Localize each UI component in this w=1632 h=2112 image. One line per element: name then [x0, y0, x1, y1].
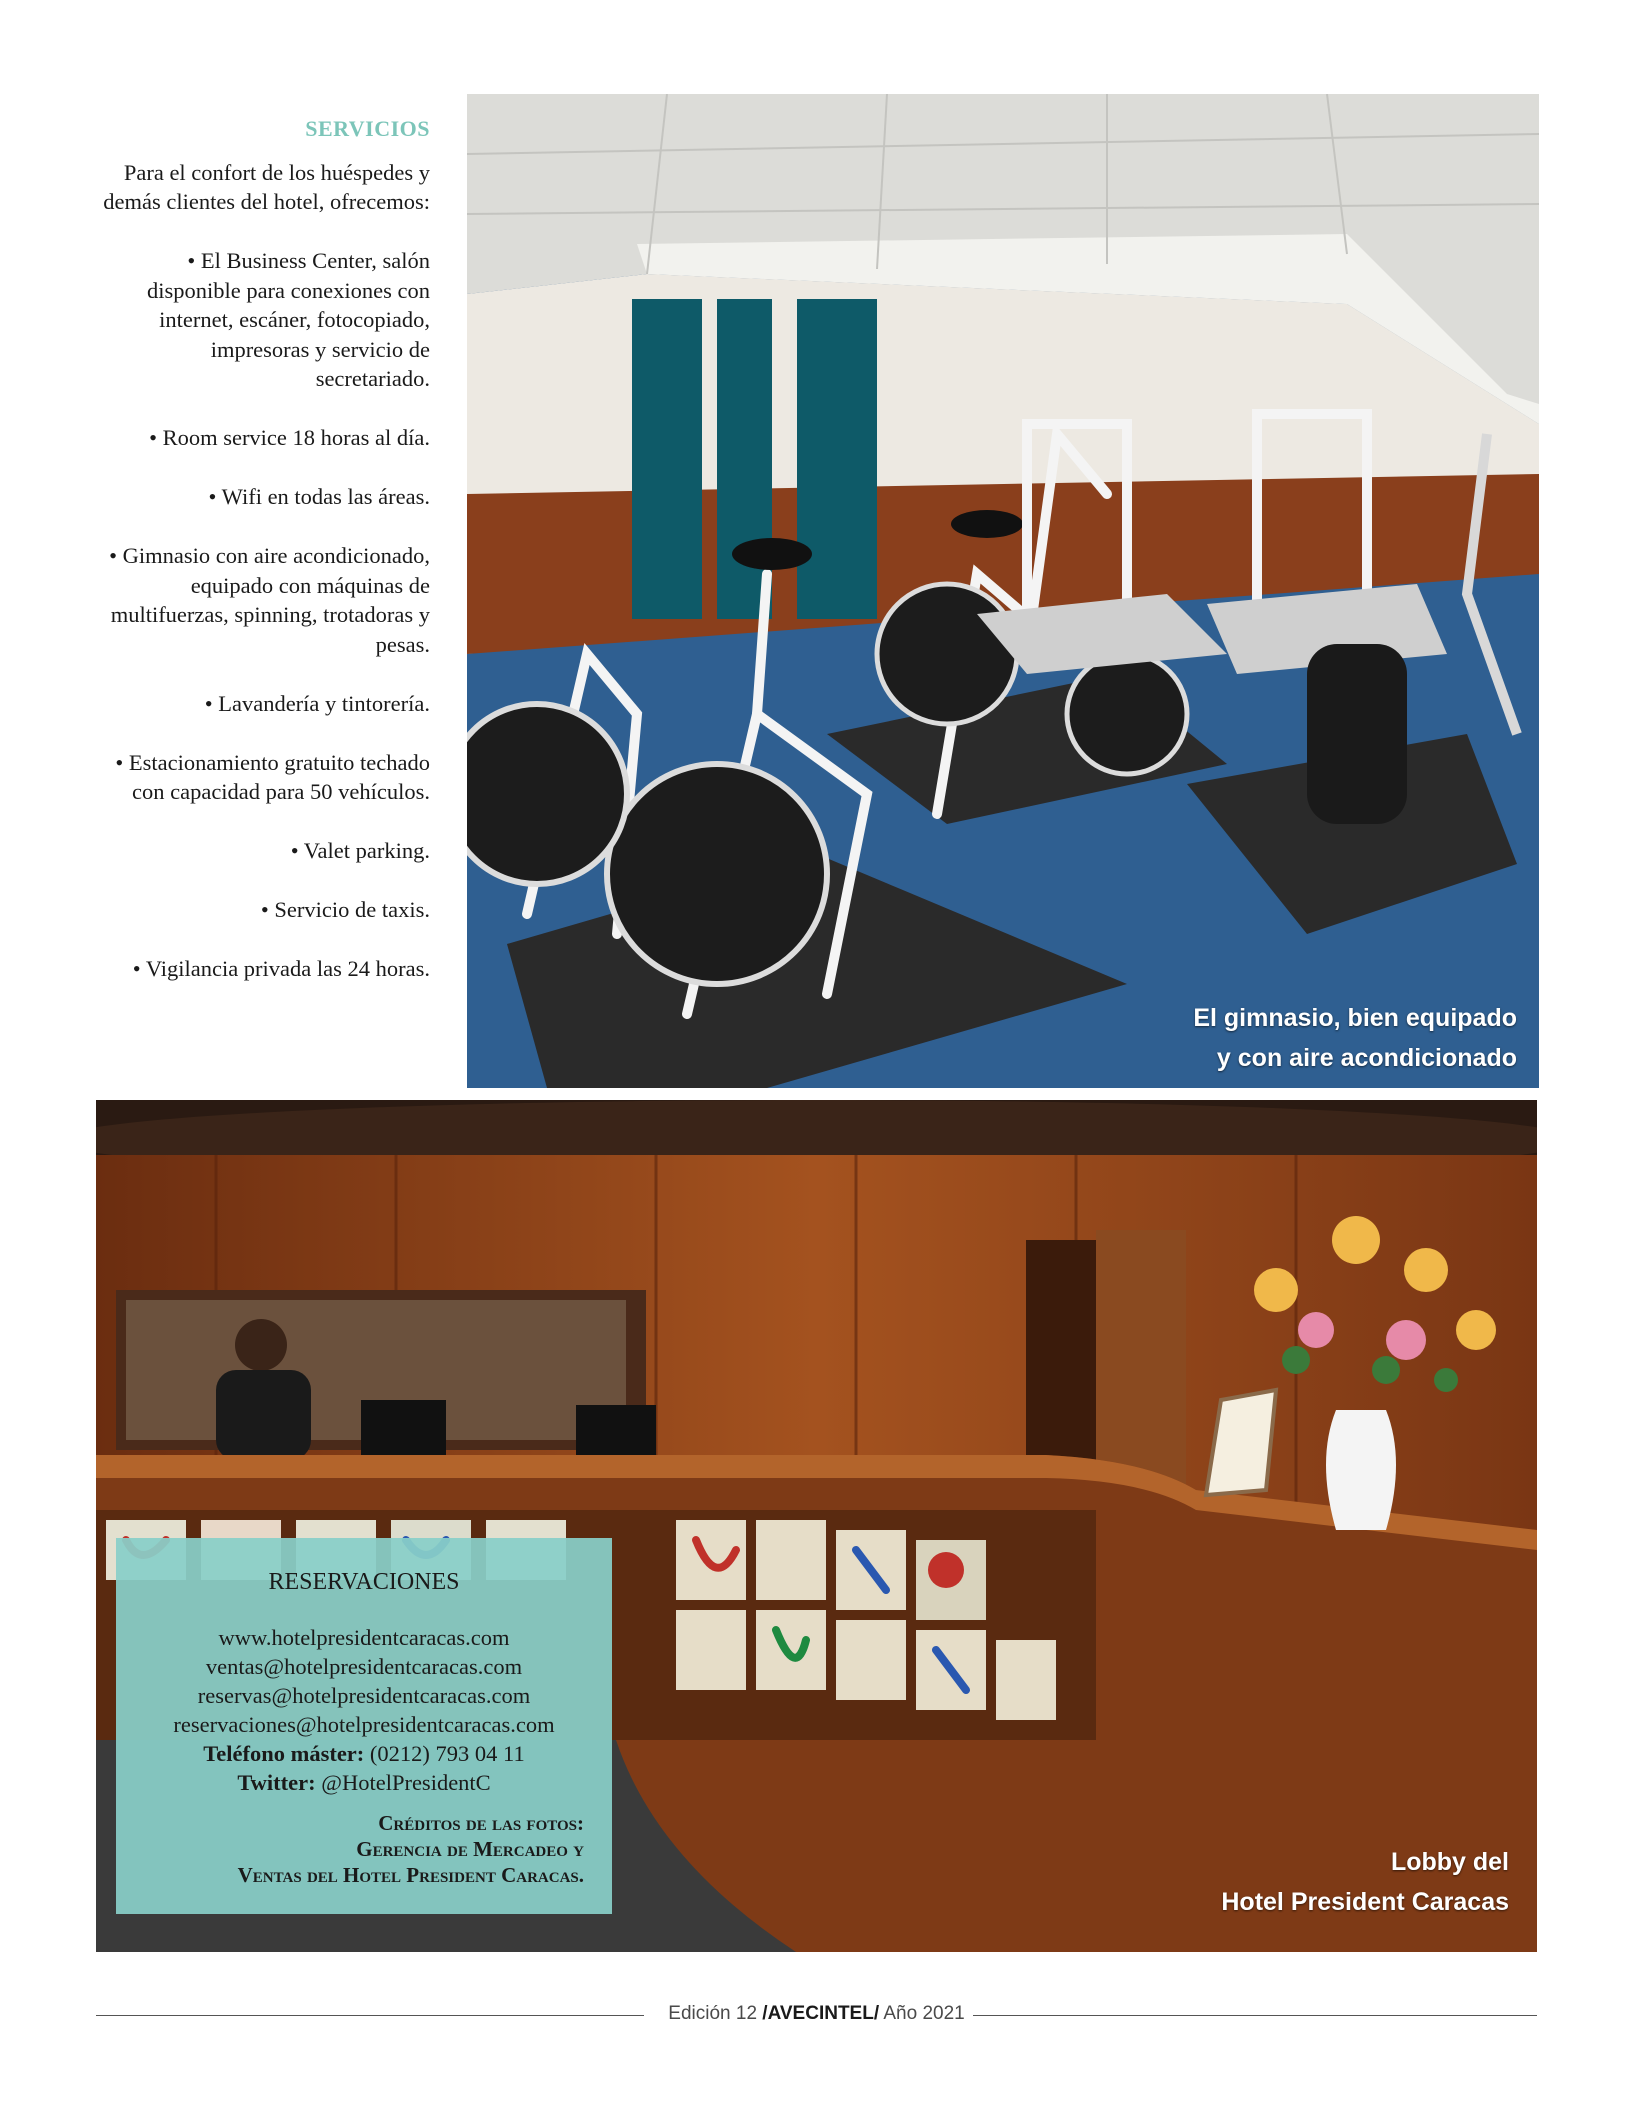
- email-reservas-link[interactable]: reservas@hotelpresidentcaracas.com: [197, 1683, 531, 1708]
- twitter-line: [116, 1768, 612, 1797]
- service-item: • Servicio de taxis.: [260, 897, 430, 922]
- service-item: • Lavandería y tintorería.: [204, 690, 430, 716]
- footer-text: [96, 2003, 1537, 2025]
- lobby-caption: [1089, 1842, 1509, 1922]
- service-item: • Room service 18 horas al día.: [149, 425, 430, 450]
- twitter-label: Twitter:: [237, 1770, 316, 1795]
- footer-magazine: /AVECINTEL/: [762, 2003, 880, 2024]
- page-footer: [96, 2003, 1537, 2029]
- service-item: • Estacionamiento gratuito techado con capacidad para 50 vehículos.: [115, 749, 430, 804]
- lobby-caption-line2: Hotel President Caracas: [1221, 1888, 1509, 1916]
- email-reservaciones-link[interactable]: reservaciones@hotelpresidentcaracas.com: [173, 1712, 555, 1737]
- footer-rule-right: [973, 2015, 1537, 2016]
- gym-photo: [467, 94, 1539, 1088]
- credits-line: Gerencia de Mercadeo y: [356, 1837, 584, 1861]
- service-item: • Wifi en todas las áreas.: [208, 484, 430, 509]
- email-sales-link[interactable]: ventas@hotelpresidentcaracas.com: [205, 1654, 523, 1679]
- phone-label: Teléfono máster:: [203, 1741, 365, 1766]
- services-heading: SERVICIOS: [305, 116, 430, 141]
- website-link[interactable]: www.hotelpresidentcaracas.com: [218, 1625, 510, 1650]
- lobby-caption-line1: Lobby del: [1390, 1848, 1509, 1876]
- reservations-box: [116, 1538, 612, 1914]
- phone-line: [116, 1739, 612, 1768]
- twitter-value[interactable]: @HotelPresidentC: [315, 1770, 491, 1795]
- service-item: • Valet parking.: [290, 838, 430, 863]
- photo-credits: [238, 1810, 584, 1888]
- gym-caption-line2: y con aire acondicionado: [1216, 1044, 1517, 1072]
- phone-value: (0212) 793 04 11: [364, 1741, 525, 1766]
- service-item: • Gimnasio con aire acondicionado, equipado con máquinas de multifuerzas, spinning, trotadoras y pesas.: [109, 543, 430, 657]
- credits-line: Créditos de las fotos:: [378, 1811, 584, 1835]
- gym-caption-line1: El gimnasio, bien equipado: [1193, 1004, 1517, 1032]
- reservations-title: RESERVACIONES: [268, 1569, 460, 1595]
- gym-caption: [1057, 998, 1517, 1078]
- footer-edition: Edición 12: [668, 2003, 758, 2024]
- service-item: • Vigilancia privada las 24 horas.: [132, 956, 430, 981]
- services-intro: Para el confort de los huéspedes y demás clientes del hotel, ofrecemos:: [103, 159, 430, 214]
- gym-photo-illustration: [467, 94, 1539, 1088]
- service-item: • El Business Center, salón disponible para conexiones con internet, escáner, fotocopiado, impresoras y servicio de secretariado.: [146, 248, 430, 391]
- credits-line: Ventas del Hotel President Caracas.: [237, 1863, 584, 1887]
- footer-year: Año 2021: [883, 2003, 965, 2024]
- services-column: [96, 114, 430, 1013]
